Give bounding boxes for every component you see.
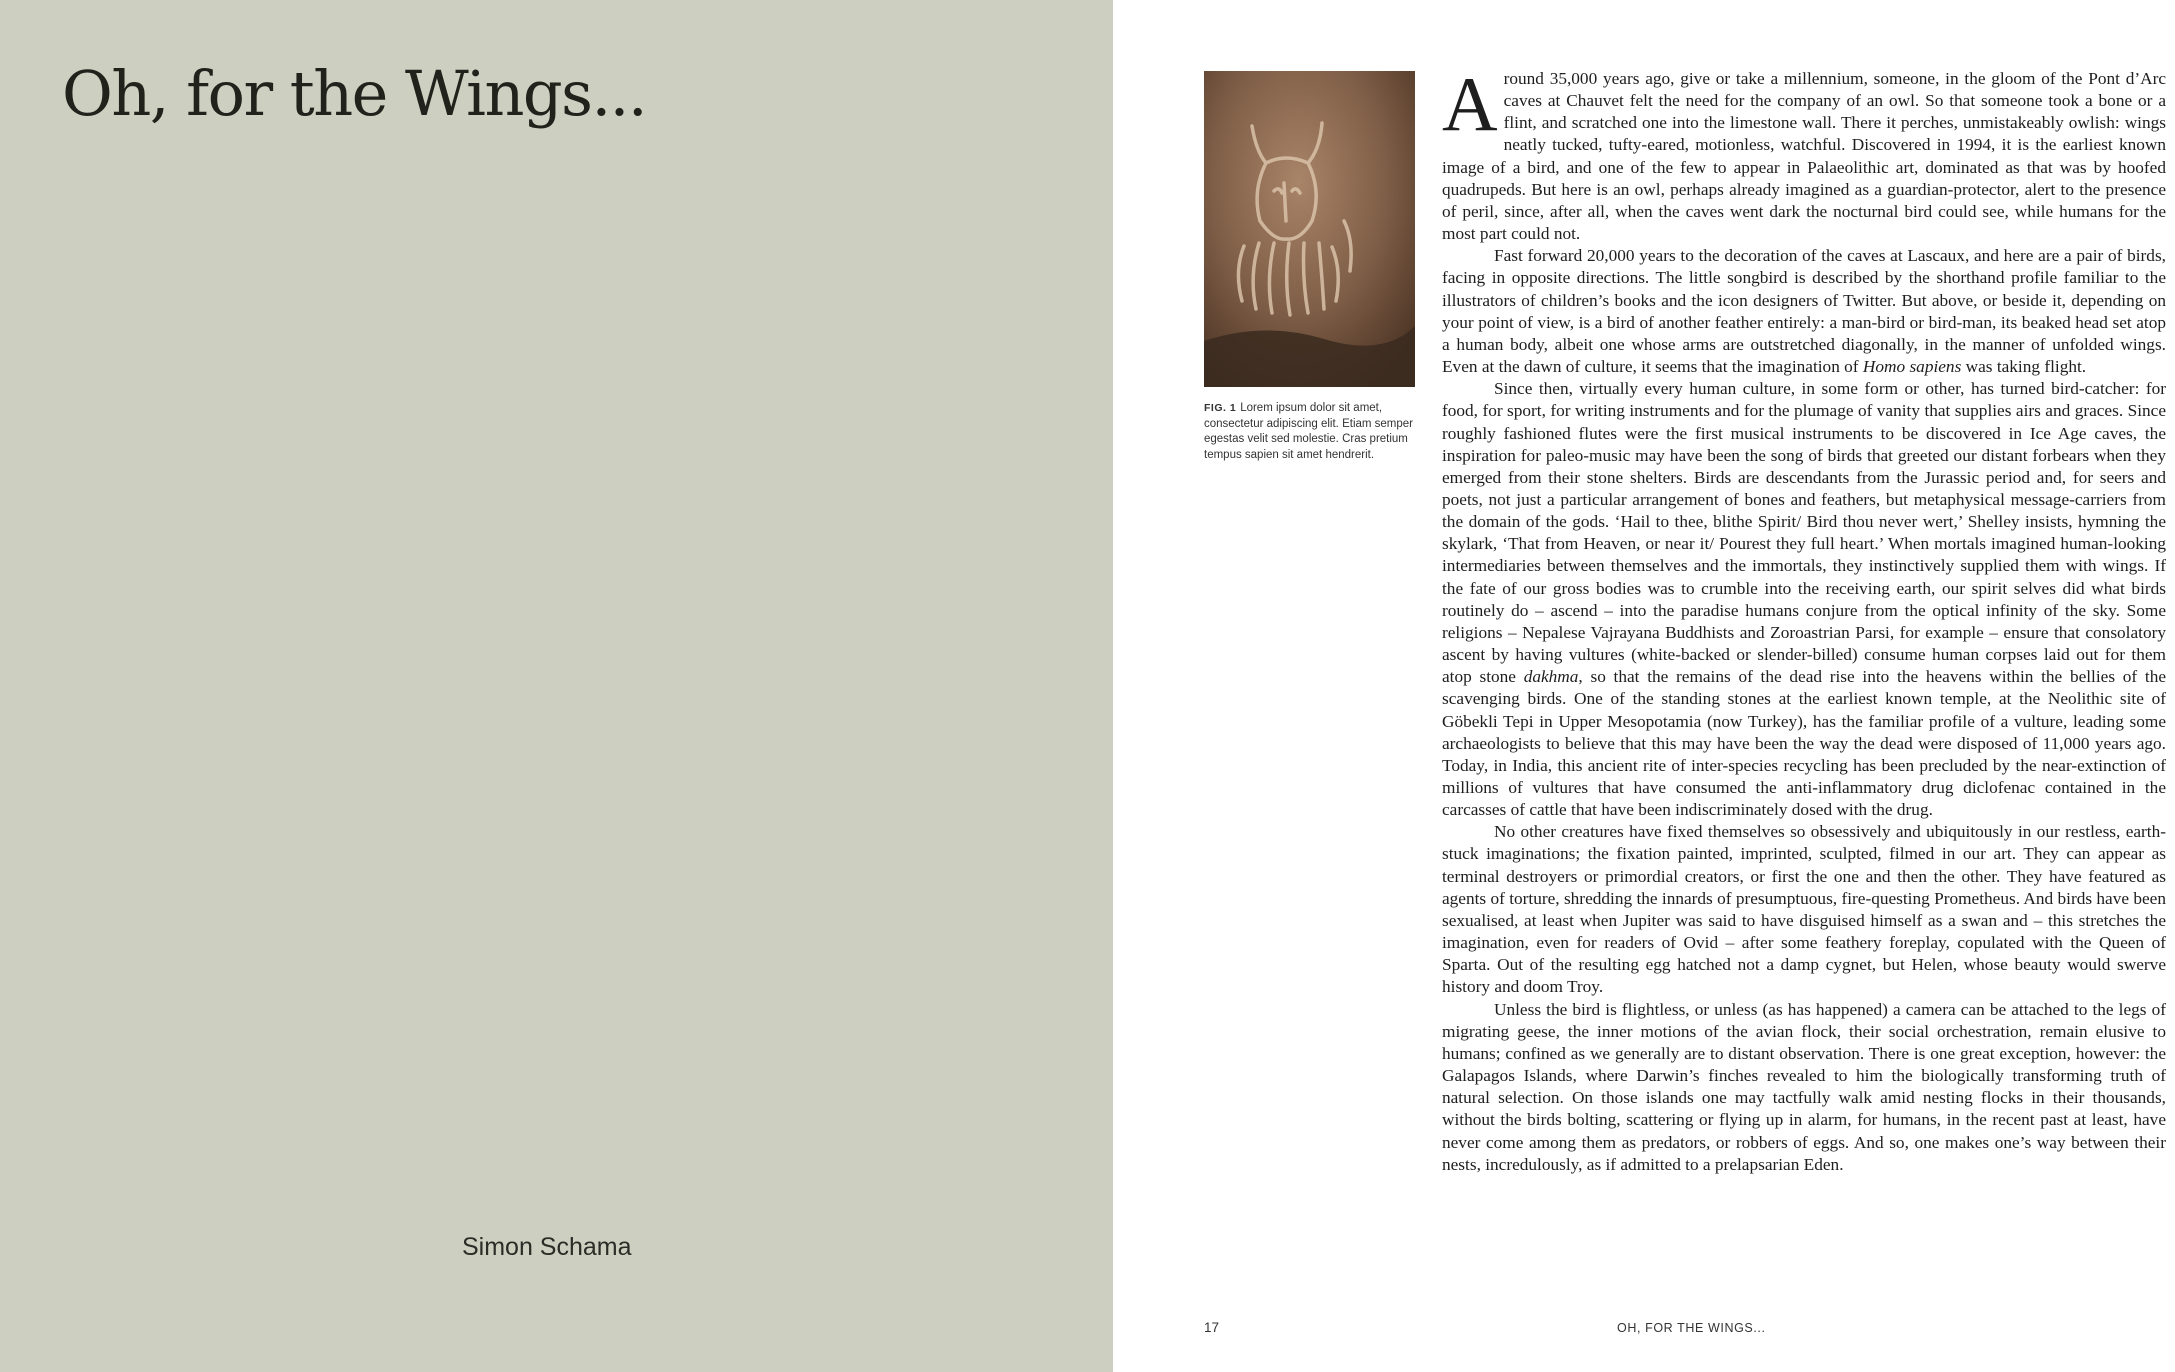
paragraph-3-text-b: so that the remains of the dead rise into the heavens within the bellies of the scavenging birds. One of the standing stones at the earliest known temple, at the Neolithic site of Göbekli Tepi in Upper Mesopotamia (now Turkey), has the familiar profile of a vulture, leading some archaeologists to believe that this may have been the way the dead were disposed of 11,000 years ago. Today, in India, this ancient rite of inter-species recycling has been precluded by the near-extinction of millions of vultures that have consumed the anti-inflammatory drug diclofenac contained in the carcasses of cattle that have been indiscriminately dosed with the drug. <box>1442 667 2167 820</box>
paragraph-2-emphasis: Homo sapiens <box>1862 357 1962 377</box>
drop-cap: A <box>1442 61 1498 147</box>
paragraph-3 <box>1442 378 2166 821</box>
author-name: Simon Schama <box>462 1233 632 1261</box>
paragraph-3-emphasis: dakhma, <box>1523 667 1583 687</box>
essay-body <box>1442 61 2167 1176</box>
figure-label: FIG. 1 <box>1204 402 1237 414</box>
paragraph-5: Unless the bird is flightless, or unless (as has happened) a camera can be attached to the legs of migrating geese, the inner motions of the avian flock, their social orchestration, remain elusive to humans; confined as we generally are to distant observation. There is one great exception, however: the Galapagos Islands, where Darwin’s finches revealed to him the biologically transforming truth of natural selection. On those islands one may tactfully walk amid nesting flocks in their thousands, without the birds bolting, scattering or flying up in alarm, for humans, in the recent past at least, have never come among them as predators, or robbers of eggs. And so, one makes one’s way between their nests, incredulously, as if admitted to a prelapsarian Eden. <box>1442 999 2166 1174</box>
paragraph-1-text: round 35,000 years ago, give or take a millennium, someone, in the gloom of the Pont d’Arc caves at Chauvet felt the need for the company of an owl. So that someone took a bone or a flint, and scratched one into the limestone wall. There it perches, unmistakeably owlish: wings neatly tucked, tufty-eared, motionless, watchful. Discovered in 1994, it is the earliest known image of a bird, and one of the few to appear in Palaeolithic art, dominated as that was by hoofed quadrupeds. But here is an owl, perhaps already imagined as a guardian-protector, alert to the presence of peril, since, after all, when the caves went dark the nocturnal bird could see, while humans for the most part could not. <box>1442 69 2166 244</box>
paragraph-3-text-a: Since then, virtually every human culture, in some form or other, has turned bird-catcher: for food, for sport, for writing instruments and for the plumage of vanity that supplies airs and graces. Since roughly fashioned flutes were the first musical instruments to be discovered in Ice Age caves, the inspiration for paleo-music may have been the song of birds that greeted our distant forbears when they emerged from their stone shelters. Birds are descendants from the Jurassic period and, for seers and poets, not just a particular arrangement of bones and feathers, but metaphysical message-carriers from the domain of the gods. ‘Hail to thee, blithe Spirit/ Bird thou never wert,’ Shelley insists, hymning the skylark, ‘That from Heaven, or near it/ Pourest they full heart.’ When mortals imagined human-looking intermediaries between themselves and the immortals, they instinctively supplied them with wings. If the fate of our gross bodies was to crumble into the receiving earth, our spirit selves did what birds routinely do – ascend – into the paradise humans conjure from the optical infinity of the sky. Some religions – Nepalese Vajrayana Buddhists and Zoroastrian Parsi, for example – ensure that consolatory ascent by having vultures (white-backed or slender-billed) consume human corpses laid out for them atop stone <box>1442 379 2166 687</box>
owl-engraving-image <box>1204 71 1415 387</box>
figure-caption <box>1204 401 1416 463</box>
page-number: 17 <box>1204 1320 1220 1335</box>
paragraph-1 <box>1442 61 2166 245</box>
running-head: OH, FOR THE WINGS... <box>1617 1321 1766 1335</box>
paragraph-2-text-a: Fast forward 20,000 years to the decoration of the caves at Lascaux, and here are a pair of birds, facing in opposite directions. The little songbird is described by the shorthand profile familiar to the illustrators of children’s books and the icon designers of Twitter. But above, or beside it, depending on your point of view, is a bird of another feather entirely: a man-bird or bird-man, its beaked head set atop a human body, albeit one whose arms are outstretched diagonally, in the manner of unfolded wings. Even at the dawn of culture, it seems that the imagination of <box>1442 246 2166 377</box>
paragraph-4: No other creatures have fixed themselves so obsessively and ubiquitously in our restless, earth-stuck imaginations; the fixation painted, imprinted, sculpted, filmed in our art. They can appear as terminal destroyers or primordial creators, or first the one and then the other. They have featured as agents of torture, shredding the innards of presumptuous, fire-questing Prometheus. And birds have been sexualised, at least when Jupiter was said to have disguised himself as a swan and – this stretches the imagination, even for readers of Ovid – after some feathery foreplay, copulated with the Queen of Sparta. Out of the resulting egg hatched not a damp cygnet, but Helen, whose beauty would swerve history and doom Troy. <box>1442 822 2166 997</box>
chapter-title: Oh, for the Wings... <box>62 57 647 130</box>
paragraph-2-text-b: was taking flight. <box>1965 357 2087 377</box>
figure-caption-text: Lorem ipsum dolor sit amet, consectetur adipiscing elit. Etiam semper egestas velit sed molestie. Cras pretium tempus sapien sit amet hendrerit. <box>1204 402 1414 461</box>
paragraph-2 <box>1442 245 2166 378</box>
